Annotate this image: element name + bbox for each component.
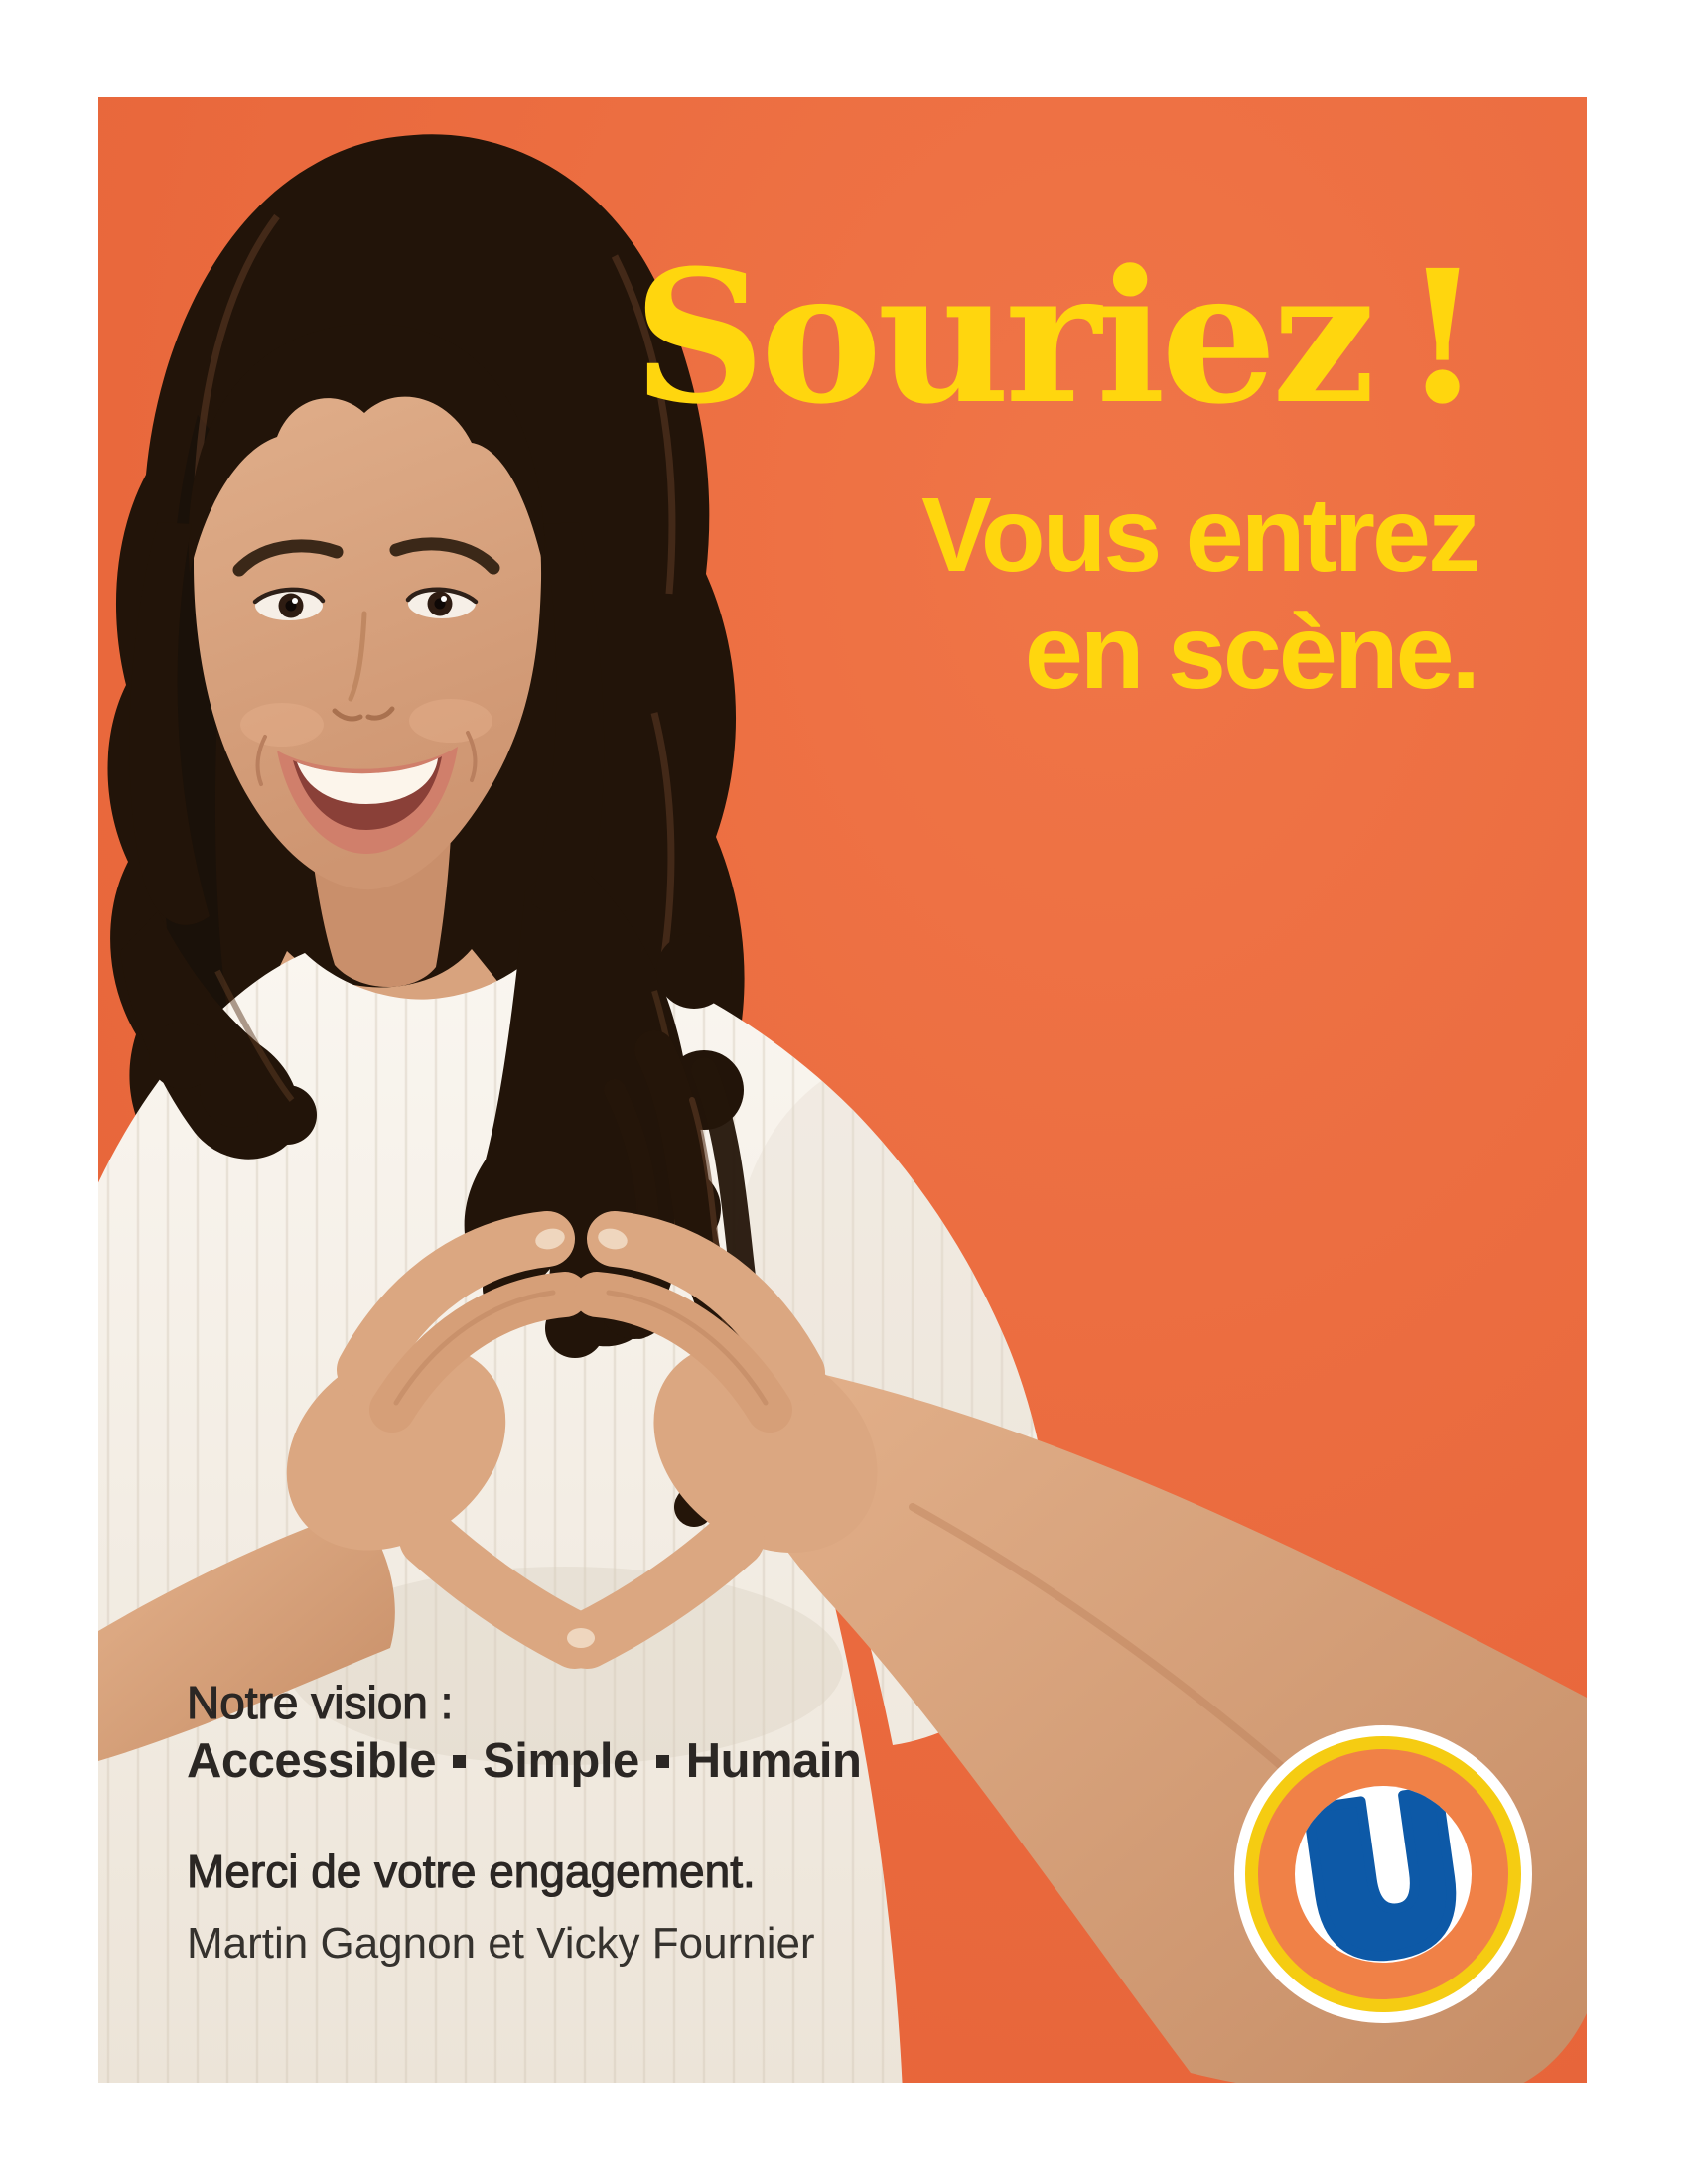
vision-value-accessible: Accessible [187,1734,437,1788]
logo-u-letter-icon [1295,1786,1472,1963]
vision-value-simple: Simple [483,1734,639,1788]
vision-values [187,1735,861,1789]
vision-heading: Notre vision : [187,1677,454,1728]
poster-content [98,97,1587,2083]
headline: Souriez ! [633,230,1477,445]
logo-inner-disc [1295,1786,1472,1963]
vision-signature: Martin Gagnon et Vicky Fournier [187,1919,815,1968]
subheadline-line2: en scène. [1024,594,1477,711]
logo-orange-ring [1258,1749,1508,1999]
u-brand-logo [1234,1725,1532,2023]
logo-yellow-ring [1245,1736,1521,2012]
subheadline-line1: Vous entrez [921,477,1477,594]
vision-value-humain: Humain [685,1734,862,1788]
square-bullet-icon [656,1755,669,1768]
vision-thanks: Merci de votre engagement. [187,1845,756,1897]
subheadline [921,477,1477,711]
square-bullet-icon [453,1755,466,1768]
